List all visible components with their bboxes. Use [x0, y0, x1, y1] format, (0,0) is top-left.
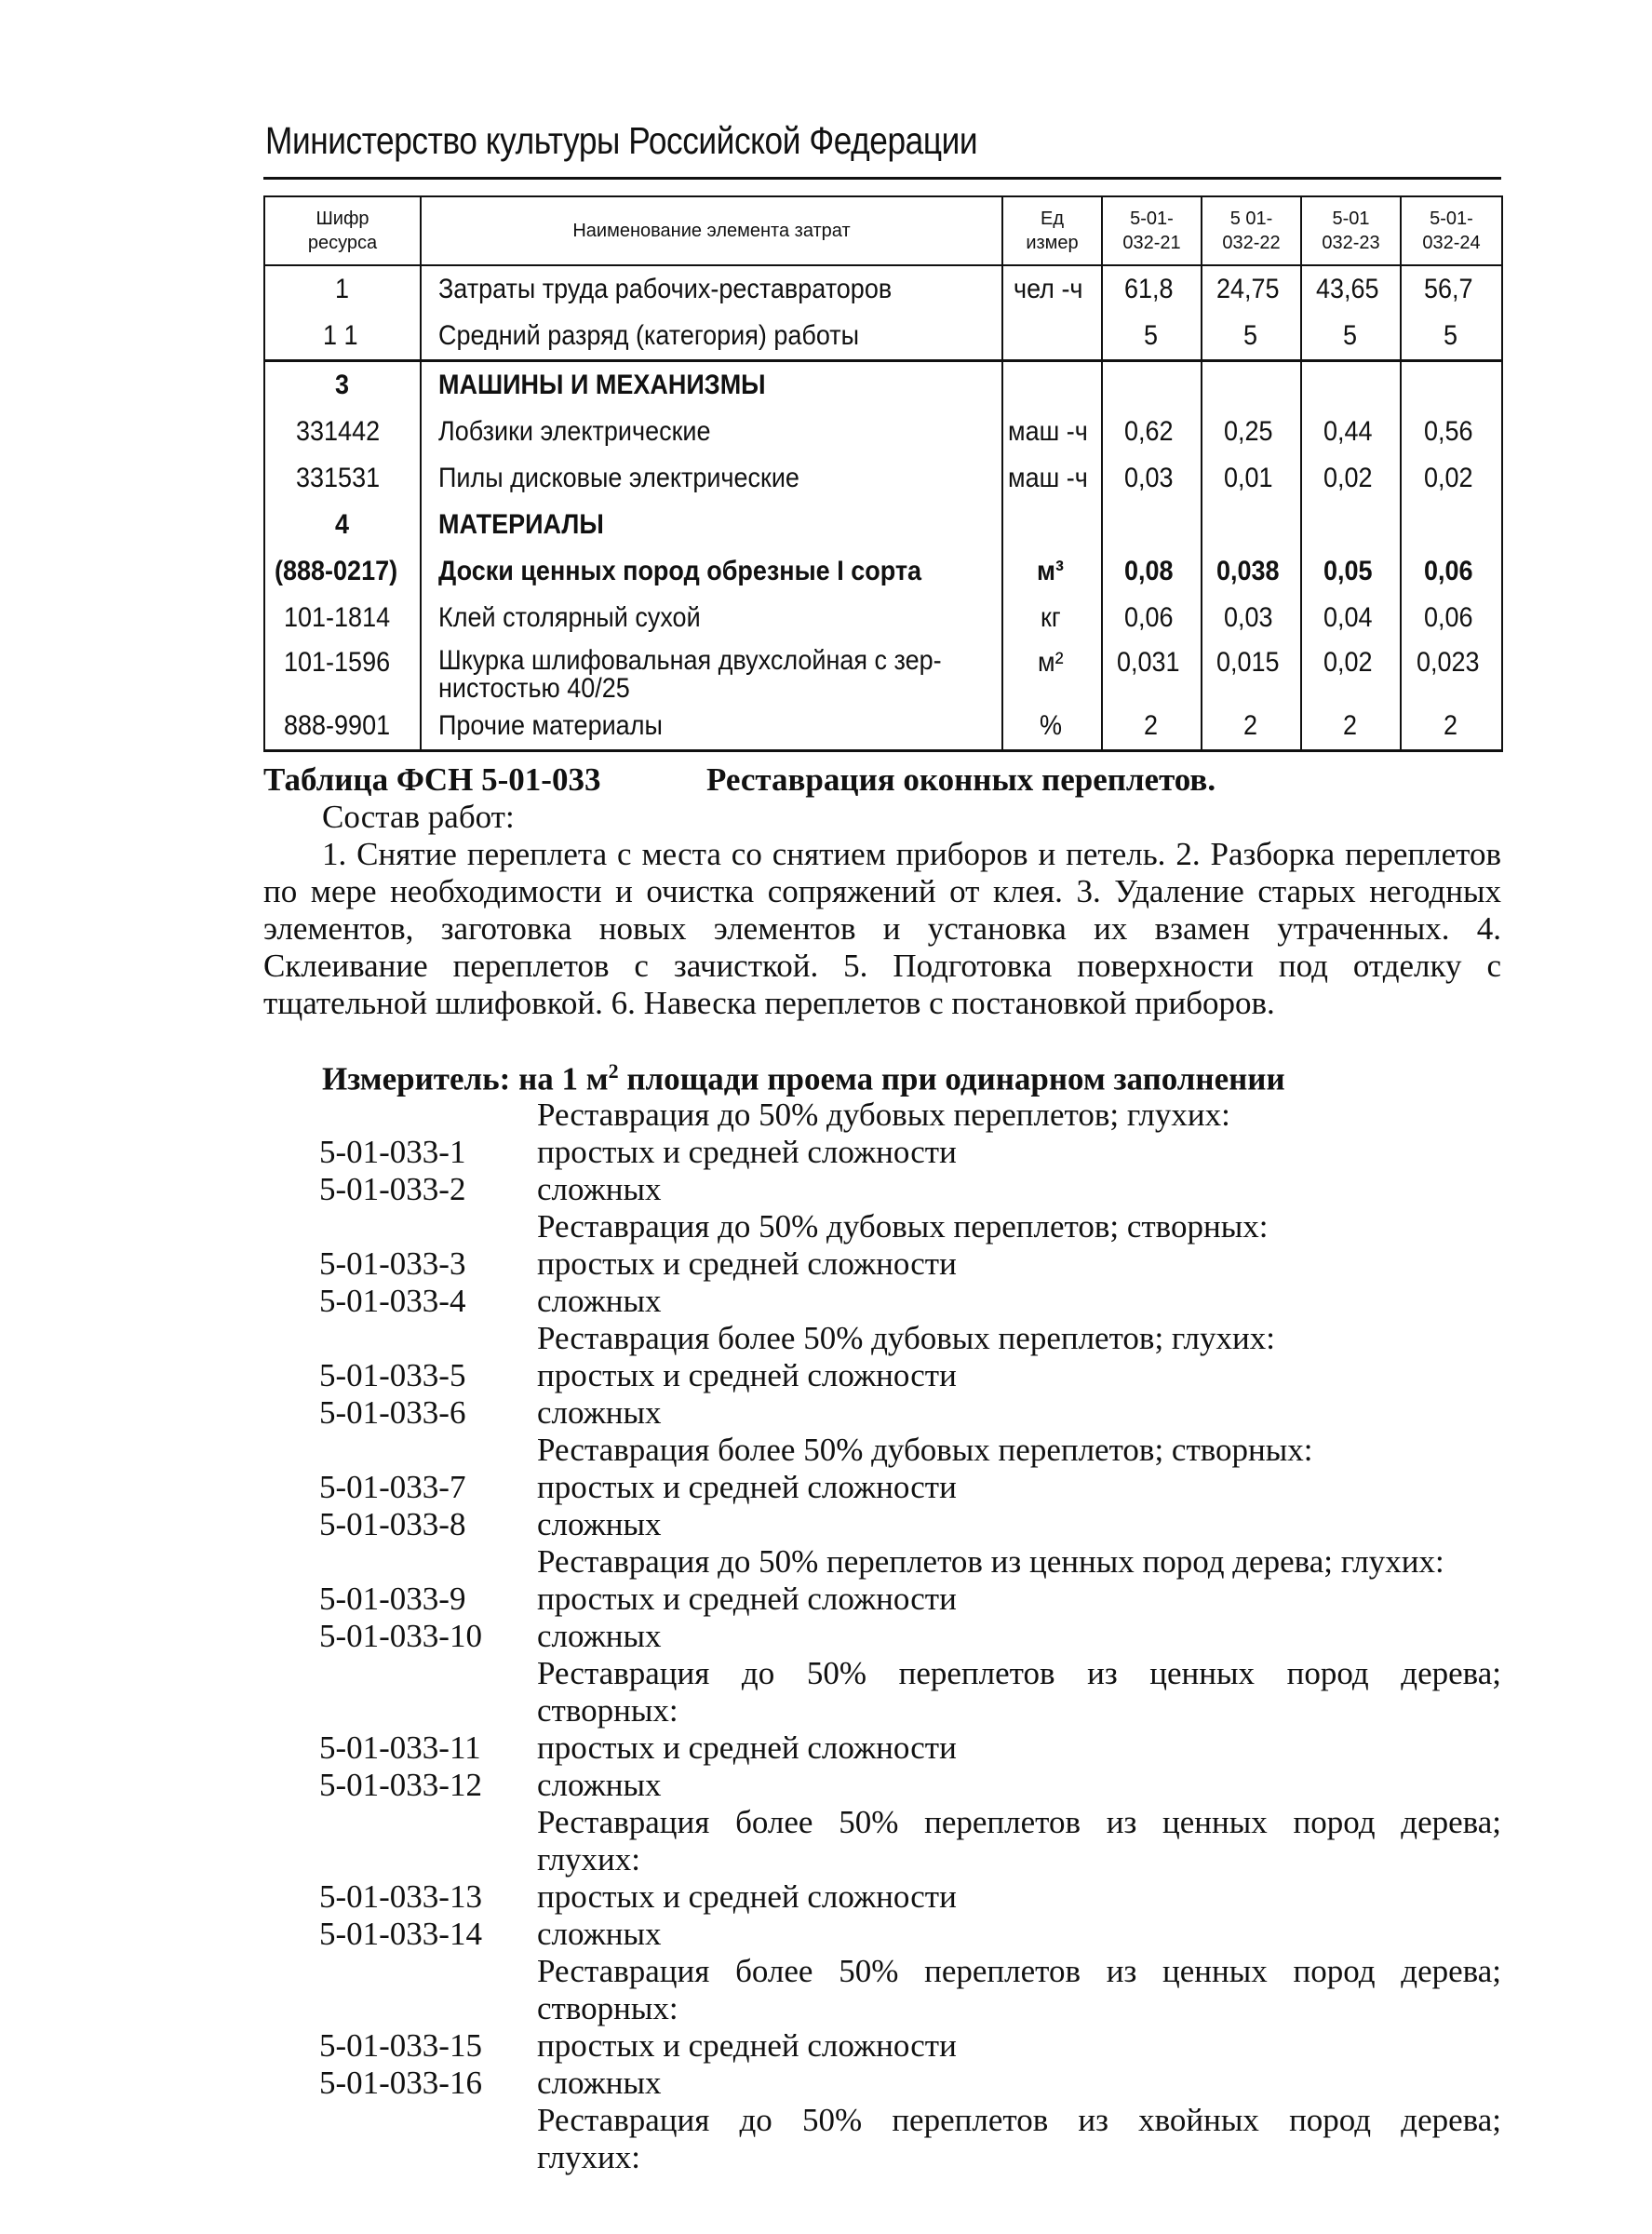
cell-code: 888-9901: [264, 703, 421, 751]
cell-code: 3: [264, 361, 421, 410]
table-caption: Реставрация оконных переплетов.: [706, 761, 1216, 798]
cell-unit: кг: [1002, 595, 1102, 641]
code-item: [0, 1245, 1652, 1283]
cell-name: Клей столярный сухой: [421, 595, 1002, 641]
code-text: сложных: [537, 1767, 662, 1803]
table-row: [264, 641, 1502, 703]
table-row: [264, 409, 1502, 455]
code-group-heading: [0, 2102, 1652, 2176]
cell-unit: чел -ч: [1002, 265, 1102, 313]
code-item: [0, 1506, 1652, 1543]
code-group-heading: [0, 1953, 1652, 2027]
cell-name: Прочие материалы: [421, 703, 1002, 751]
cell-name: МАШИНЫ И МЕХАНИЗМЫ: [421, 361, 1002, 410]
code-item: [0, 1916, 1652, 1953]
code-item: [0, 1171, 1652, 1208]
code-number: 5-01-033-9: [319, 1581, 466, 1617]
table-row: [264, 502, 1502, 548]
cell-value: 56,7: [1401, 265, 1502, 313]
code-list: [0, 1097, 1652, 2176]
table-number: Таблица ФСН 5-01-033: [263, 761, 601, 798]
code-group-heading: [0, 1655, 1652, 1729]
cell-value: [1401, 361, 1502, 410]
cell-unit: маш -ч: [1002, 409, 1102, 455]
code-text: сложных: [537, 1618, 662, 1654]
cell-value: 0,02: [1301, 641, 1401, 703]
cell-value: 0,03: [1202, 595, 1301, 641]
cell-value: 2: [1401, 703, 1502, 751]
code-number: 5-01-033-11: [319, 1729, 481, 1766]
code-number: 5-01-033-5: [319, 1357, 466, 1393]
code-text: простых и средней сложности: [537, 1581, 957, 1617]
cell-code: 1: [264, 265, 421, 313]
table-row: [264, 265, 1502, 313]
cell-name: Доски ценных пород обрезные I сорта: [421, 548, 1002, 595]
cell-value: [1301, 361, 1401, 410]
cell-value: [1102, 502, 1202, 548]
code-text: Реставрация до 50% переплетов из ценных пород дерева; створных:: [537, 1655, 1501, 1729]
code-item: [0, 1134, 1652, 1171]
cell-code: 331531: [264, 455, 421, 502]
header-col-2: 5 01- 032-22: [1202, 196, 1301, 265]
code-number: 5-01-033-13: [319, 1878, 482, 1915]
cell-value: 0,023: [1401, 641, 1502, 703]
code-item: [0, 2027, 1652, 2065]
cell-name: МАТЕРИАЛЫ: [421, 502, 1002, 548]
code-text: сложных: [537, 1394, 662, 1431]
cell-name: Шкурка шлифовальная двухслойная с зер-нистостью 40/25: [421, 641, 1002, 703]
header-name: Наименование элемента затрат: [421, 196, 1002, 265]
code-number: 5-01-033-2: [319, 1171, 466, 1207]
code-number: 5-01-033-12: [319, 1767, 482, 1803]
cell-value: 5: [1301, 313, 1401, 361]
cell-unit: %: [1002, 703, 1102, 751]
table-row: [264, 548, 1502, 595]
cell-unit: маш -ч: [1002, 455, 1102, 502]
code-number: 5-01-033-8: [319, 1506, 466, 1542]
cell-unit: м²: [1002, 641, 1102, 703]
meter-unit: м: [585, 1060, 609, 1097]
code-number: 5-01-033-1: [319, 1134, 466, 1170]
code-item: [0, 1357, 1652, 1394]
code-item: [0, 1394, 1652, 1432]
table-row: [264, 313, 1502, 361]
cell-value: 43,65: [1301, 265, 1401, 313]
code-group-heading: [0, 1320, 1652, 1357]
code-text: сложных: [537, 2065, 662, 2101]
cell-name: Средний разряд (категория) работы: [421, 313, 1002, 361]
code-item: [0, 1729, 1652, 1767]
cell-code: 1 1: [264, 313, 421, 361]
table-row: [264, 361, 1502, 410]
code-text: Реставрация более 50% дубовых переплетов; створных:: [537, 1432, 1313, 1468]
cell-value: 5: [1202, 313, 1301, 361]
table-title: [263, 761, 1216, 799]
code-number: 5-01-033-6: [319, 1394, 466, 1431]
cell-value: 5: [1102, 313, 1202, 361]
code-text: Реставрация до 50% дубовых переплетов; глухих:: [537, 1097, 1230, 1133]
code-group-heading: [0, 1097, 1652, 1134]
cell-value: 0,031: [1102, 641, 1202, 703]
table-row: [264, 595, 1502, 641]
cell-value: 2: [1202, 703, 1301, 751]
code-group-heading: [0, 1432, 1652, 1469]
cell-value: 0,02: [1401, 455, 1502, 502]
code-item: [0, 1581, 1652, 1618]
table-row: [264, 455, 1502, 502]
cell-value: 0,25: [1202, 409, 1301, 455]
code-number: 5-01-033-14: [319, 1916, 482, 1952]
code-text: Реставрация более 50% дубовых переплетов; глухих:: [537, 1320, 1275, 1356]
code-group-heading: [0, 1208, 1652, 1245]
cell-value: 0,06: [1401, 595, 1502, 641]
code-text: простых и средней сложности: [537, 1245, 957, 1282]
cell-name: Затраты труда рабочих-реставраторов: [421, 265, 1002, 313]
header-col-1: 5-01- 032-21: [1102, 196, 1202, 265]
cell-unit: [1002, 361, 1102, 410]
cell-value: 61,8: [1102, 265, 1202, 313]
header-col-4: 5-01- 032-24: [1401, 196, 1502, 265]
code-text: простых и средней сложности: [537, 1469, 957, 1505]
cell-unit: [1002, 502, 1102, 548]
cell-code: 331442: [264, 409, 421, 455]
cell-value: 5: [1401, 313, 1502, 361]
code-number: 5-01-033-10: [319, 1618, 482, 1654]
table-row: [264, 703, 1502, 751]
cell-value: 0,04: [1301, 595, 1401, 641]
cell-value: 0,56: [1401, 409, 1502, 455]
cell-value: [1202, 502, 1301, 548]
code-number: 5-01-033-7: [319, 1469, 466, 1505]
code-text: Реставрация до 50% переплетов из ценных пород дерева; глухих:: [537, 1543, 1444, 1580]
code-number: 5-01-033-3: [319, 1245, 466, 1282]
code-text: Реставрация более 50% переплетов из ценных пород дерева; глухих:: [537, 1804, 1501, 1877]
code-group-heading: [0, 1804, 1652, 1878]
cell-value: 2: [1102, 703, 1202, 751]
cell-value: [1401, 502, 1502, 548]
resource-table: [263, 195, 1503, 752]
code-item: [0, 1767, 1652, 1804]
cell-value: 0,038: [1202, 548, 1301, 595]
code-text: Реставрация до 50% дубовых переплетов; створных:: [537, 1208, 1269, 1245]
cell-code: (888-0217): [264, 548, 421, 595]
cell-value: 0,62: [1102, 409, 1202, 455]
cell-code: 101-1814: [264, 595, 421, 641]
cell-value: 24,75: [1202, 265, 1301, 313]
composition-label: Состав работ:: [322, 799, 515, 835]
running-head: Министерство культуры Российской Федерации: [265, 119, 978, 162]
cell-unit: м³: [1002, 548, 1102, 595]
cell-value: [1202, 361, 1301, 410]
cell-code: 4: [264, 502, 421, 548]
code-item: [0, 1618, 1652, 1655]
header-unit: Ед измер: [1002, 196, 1102, 265]
code-text: сложных: [537, 1283, 662, 1319]
code-text: сложных: [537, 1506, 662, 1542]
cell-value: 2: [1301, 703, 1401, 751]
header-col-3: 5-01 032-23: [1301, 196, 1401, 265]
code-text: простых и средней сложности: [537, 2027, 957, 2064]
code-text: сложных: [537, 1171, 662, 1207]
code-number: 5-01-033-16: [319, 2065, 482, 2101]
cell-name: Пилы дисковые электрические: [421, 455, 1002, 502]
cell-unit: [1002, 313, 1102, 361]
resource-table-body: [264, 265, 1502, 751]
code-text: простых и средней сложности: [537, 1729, 957, 1766]
cell-value: 0,05: [1301, 548, 1401, 595]
cell-value: 0,02: [1301, 455, 1401, 502]
cell-value: 0,01: [1202, 455, 1301, 502]
header-rule: [263, 177, 1501, 180]
cell-value: 0,08: [1102, 548, 1202, 595]
cell-value: 0,06: [1102, 595, 1202, 641]
code-item: [0, 1469, 1652, 1506]
cell-code: 101-1596: [264, 641, 421, 703]
code-number: 5-01-033-15: [319, 2027, 482, 2064]
cell-name: Лобзики электрические: [421, 409, 1002, 455]
code-item: [0, 1283, 1652, 1320]
code-item: [0, 2065, 1652, 2102]
header-code: Шифр ресурса: [264, 196, 421, 265]
table-header-row: [264, 196, 1502, 265]
code-text: простых и средней сложности: [537, 1134, 957, 1170]
composition-text: 1. Снятие переплета с места со снятием приборов и петель. 2. Разборка переплетов по мере необходимости и очистка сопряжений от клея. 3. Удаление старых негодных элементов, заготовка новых элементов и установка их взамен утраченных. 4. Склеивание переплетов с зачисткой. 5. Подготовка поверхности под отделку с тщательной шлифовкой. 6. Навеска переплетов с постановкой приборов.: [263, 836, 1501, 1021]
code-item: [0, 1878, 1652, 1916]
code-text: Реставрация до 50% переплетов из хвойных пород дерева; глухих:: [537, 2102, 1501, 2175]
code-group-heading: [0, 1543, 1652, 1581]
cell-value: [1301, 502, 1401, 548]
cell-value: 0,03: [1102, 455, 1202, 502]
code-text: Реставрация более 50% переплетов из ценных пород дерева; створных:: [537, 1953, 1501, 2026]
cell-value: [1102, 361, 1202, 410]
code-text: сложных: [537, 1916, 662, 1952]
code-number: 5-01-033-4: [319, 1283, 466, 1319]
meter-line: Измеритель: на 1 $м^2$ площади проема при одинарном заполнении: [322, 1059, 1285, 1097]
code-text: простых и средней сложности: [537, 1357, 957, 1393]
cell-value: 0,06: [1401, 548, 1502, 595]
code-text: простых и средней сложности: [537, 1878, 957, 1915]
cell-value: 0,015: [1202, 641, 1301, 703]
cell-value: 0,44: [1301, 409, 1401, 455]
